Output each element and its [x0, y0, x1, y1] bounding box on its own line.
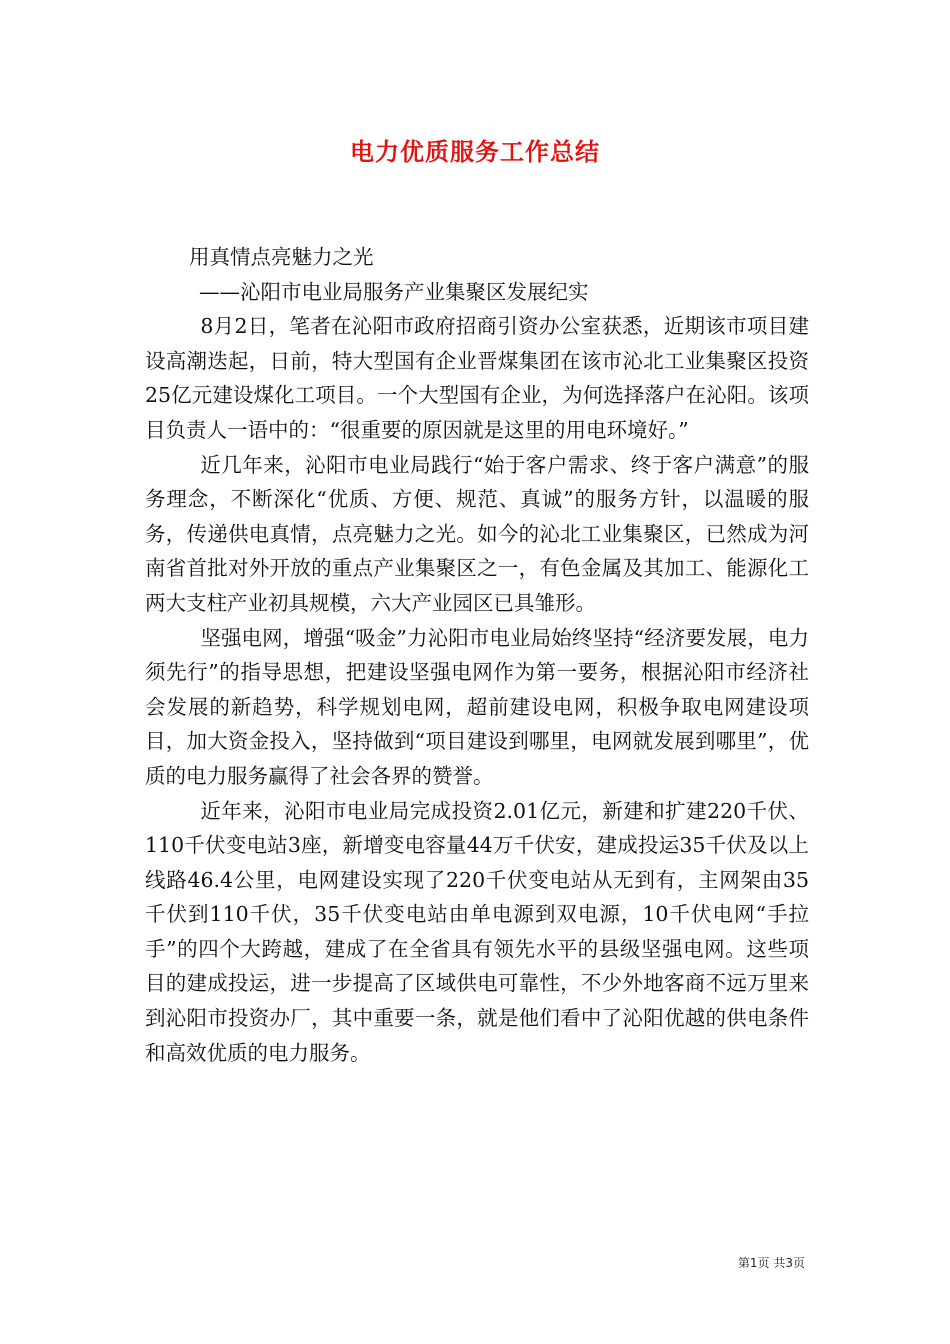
paragraph-2: 近几年来，沁阳市电业局践行“始于客户需求、终于客户满意”的服务理念，不断深化“优质、方便、规范、真诚”的服务方针，以温暖的服务，传递供电真情，点亮魅力之光。如今的沁北工业集聚区，已然成为河南省首批对外开放的重点产业集聚区之一，有色金属及其加工、能源化工两大支柱产业初具规模，六大产业园区已具雏形。 — [145, 452, 809, 615]
paragraph-4: 近年来，沁阳市电业局完成投资2.01亿元，新建和扩建220千伏、110千伏变电站3座，新增变电容量44万千伏安，建成投运35千伏及以上线路46.4公里，电网建设实现了220千伏变电站从无到有，主网架由35千伏到110千伏，35千伏变电站由单电源到双电源，10千伏电网“手拉手”的四个大跨越，建成了在全省具有领先水平的县级坚强电网。这些项目的建成投运，进一步提高了区域供电可靠性，不少外地客商不远万里来到沁阳市投资办厂，其中重要一条，就是他们看中了沁阳优越的供电条件和高效优质的电力服务。 — [145, 798, 809, 1065]
document-body — [145, 240, 809, 1070]
paragraph-3: 坚强电网，增强“吸金”力沁阳市电业局始终坚持“经济要发展，电力须先行”的指导思想，把建设坚强电网作为第一要务，根据沁阳市经济社会发展的新趋势，科学规划电网，超前建设电网，积极争取电网建设项目，加大资金投入，坚持做到“项目建设到哪里，电网就发展到哪里”，优质的电力服务赢得了社会各界的赞誉。 — [145, 625, 809, 788]
document-title: 电力优质服务工作总结 — [350, 138, 600, 166]
document-subtitle-2: ——沁阳市电业局服务产业集聚区发展纪实 — [199, 279, 589, 304]
page-number: 第1页 共3页 — [737, 1256, 805, 1270]
paragraph-1: 8月2日，笔者在沁阳市政府招商引资办公室获悉，近期该市项目建设高潮迭起，日前，特大型国有企业晋煤集团在该市沁北工业集聚区投资25亿元建设煤化工项目。一个大型国有企业，为何选择落户在沁阳。该项目负责人一语中的：“很重要的原因就是这里的用电环境好。” — [145, 314, 809, 442]
document-subtitle: 用真情点亮魅力之光 — [189, 245, 374, 269]
